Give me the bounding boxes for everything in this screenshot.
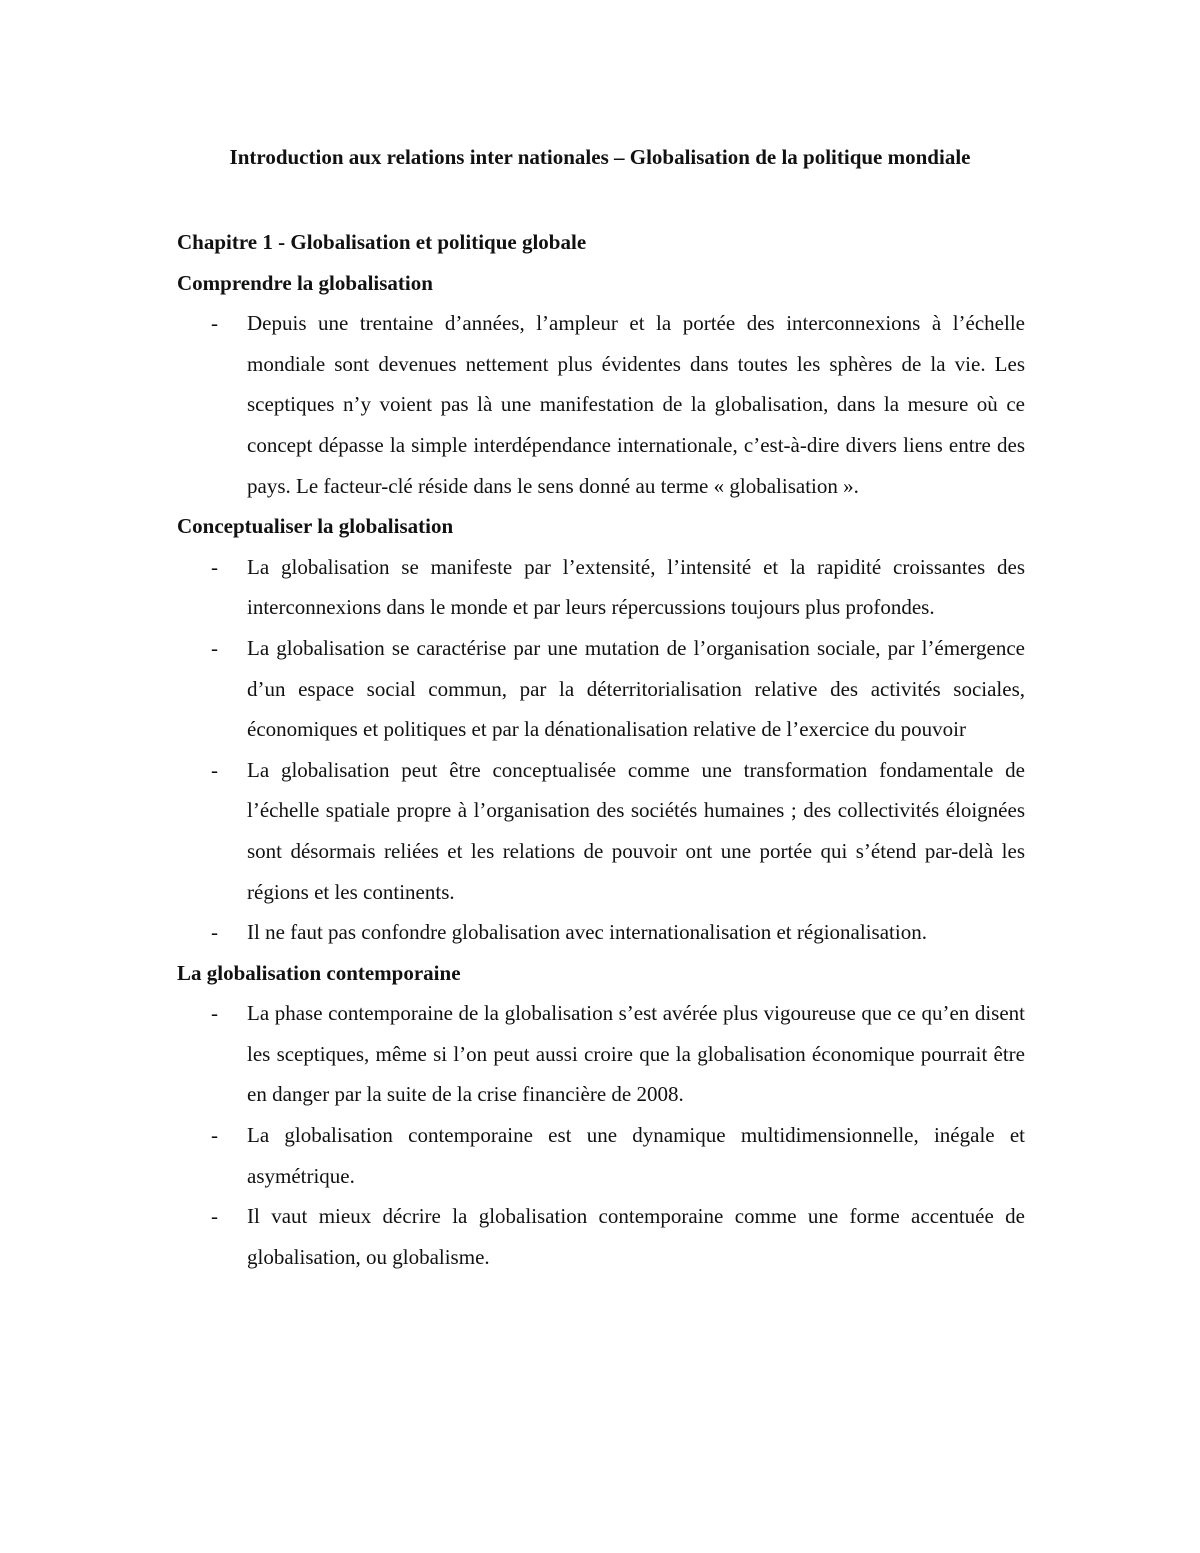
bullet-text: La globalisation se caractérise par une mutation de l’organisation sociale, par l’émergence d’un espace social commun, par la déterritorialisation relative des activités sociales, économiques et politiques et par la dénationalisation relative de l’exercice du pouvoir bbox=[247, 635, 1025, 742]
list-item bbox=[177, 750, 1025, 912]
bullet-dash: - bbox=[211, 920, 218, 945]
document-title: Introduction aux relations inter nationales – Globalisation de la politique mondiale bbox=[229, 145, 971, 169]
bullet-text: La phase contemporaine de la globalisation s’est avérée plus vigoureuse que ce qu’en disent les sceptiques, même si l’on peut aussi croire que la globalisation économique pourrait être en danger par la suite de la crise financière de 2008. bbox=[247, 1001, 1025, 1107]
section-heading: Comprendre la globalisation bbox=[177, 270, 433, 295]
list-item bbox=[177, 303, 1025, 506]
bullet-text: La globalisation se manifeste par l’extensité, l’intensité et la rapidité croissantes des interconnexions dans le monde et par leurs répercussions toujours plus profondes. bbox=[247, 554, 1025, 620]
bullet-text: Depuis une trentaine d’années, l’ampleur et la portée des interconnexions à l’échelle mondiale sont devenues nettement plus évidentes dans toutes les sphères de la vie. Les sceptiques n’y voient pas là une manifestation de la globalisation, dans la mesure où ce concept dépasse la simple interdépendance internationale, c’est-à-dire divers liens entre des pays. Le facteur-clé réside dans le sens donné au terme « globalisation ». bbox=[247, 311, 1025, 498]
section-heading: La globalisation contemporaine bbox=[177, 960, 461, 985]
list-item bbox=[177, 993, 1025, 1115]
chapter-title: Chapitre 1 - Globalisation et politique globale bbox=[177, 230, 587, 254]
bullet-dash: - bbox=[211, 635, 218, 660]
list-item bbox=[177, 628, 1025, 750]
bullet-dash: - bbox=[211, 1123, 218, 1148]
list-item bbox=[177, 912, 1025, 953]
document-body bbox=[177, 222, 1025, 1277]
bullet-text: Il vaut mieux décrire la globalisation contemporaine comme une forme accentuée de globalisation, ou globalisme. bbox=[247, 1204, 1025, 1269]
bullet-list bbox=[177, 303, 1025, 506]
list-item bbox=[177, 1196, 1025, 1277]
bullet-list bbox=[177, 547, 1025, 953]
bullet-text: La globalisation peut être conceptualisée comme une transformation fondamentale de l’échelle spatiale propre à l’organisation des sociétés humaines ; des collectivités éloignées sont désormais reliées et les relations de pouvoir ont une portée qui s’étend par-delà les régions et les continents. bbox=[247, 757, 1025, 904]
list-item bbox=[177, 1115, 1025, 1196]
list-item bbox=[177, 547, 1025, 628]
bullet-text: Il ne faut pas confondre globalisation avec internationalisation et régionalisation. bbox=[247, 920, 927, 945]
bullet-dash: - bbox=[211, 1204, 218, 1229]
bullet-dash: - bbox=[211, 757, 218, 782]
bullet-text: La globalisation contemporaine est une dynamique multidimensionnelle, inégale et asymétrique. bbox=[247, 1123, 1025, 1188]
section-heading: Conceptualiser la globalisation bbox=[177, 514, 454, 539]
bullet-dash: - bbox=[211, 554, 218, 579]
bullet-list bbox=[177, 993, 1025, 1277]
bullet-dash: - bbox=[211, 1001, 218, 1026]
bullet-dash: - bbox=[211, 311, 218, 336]
